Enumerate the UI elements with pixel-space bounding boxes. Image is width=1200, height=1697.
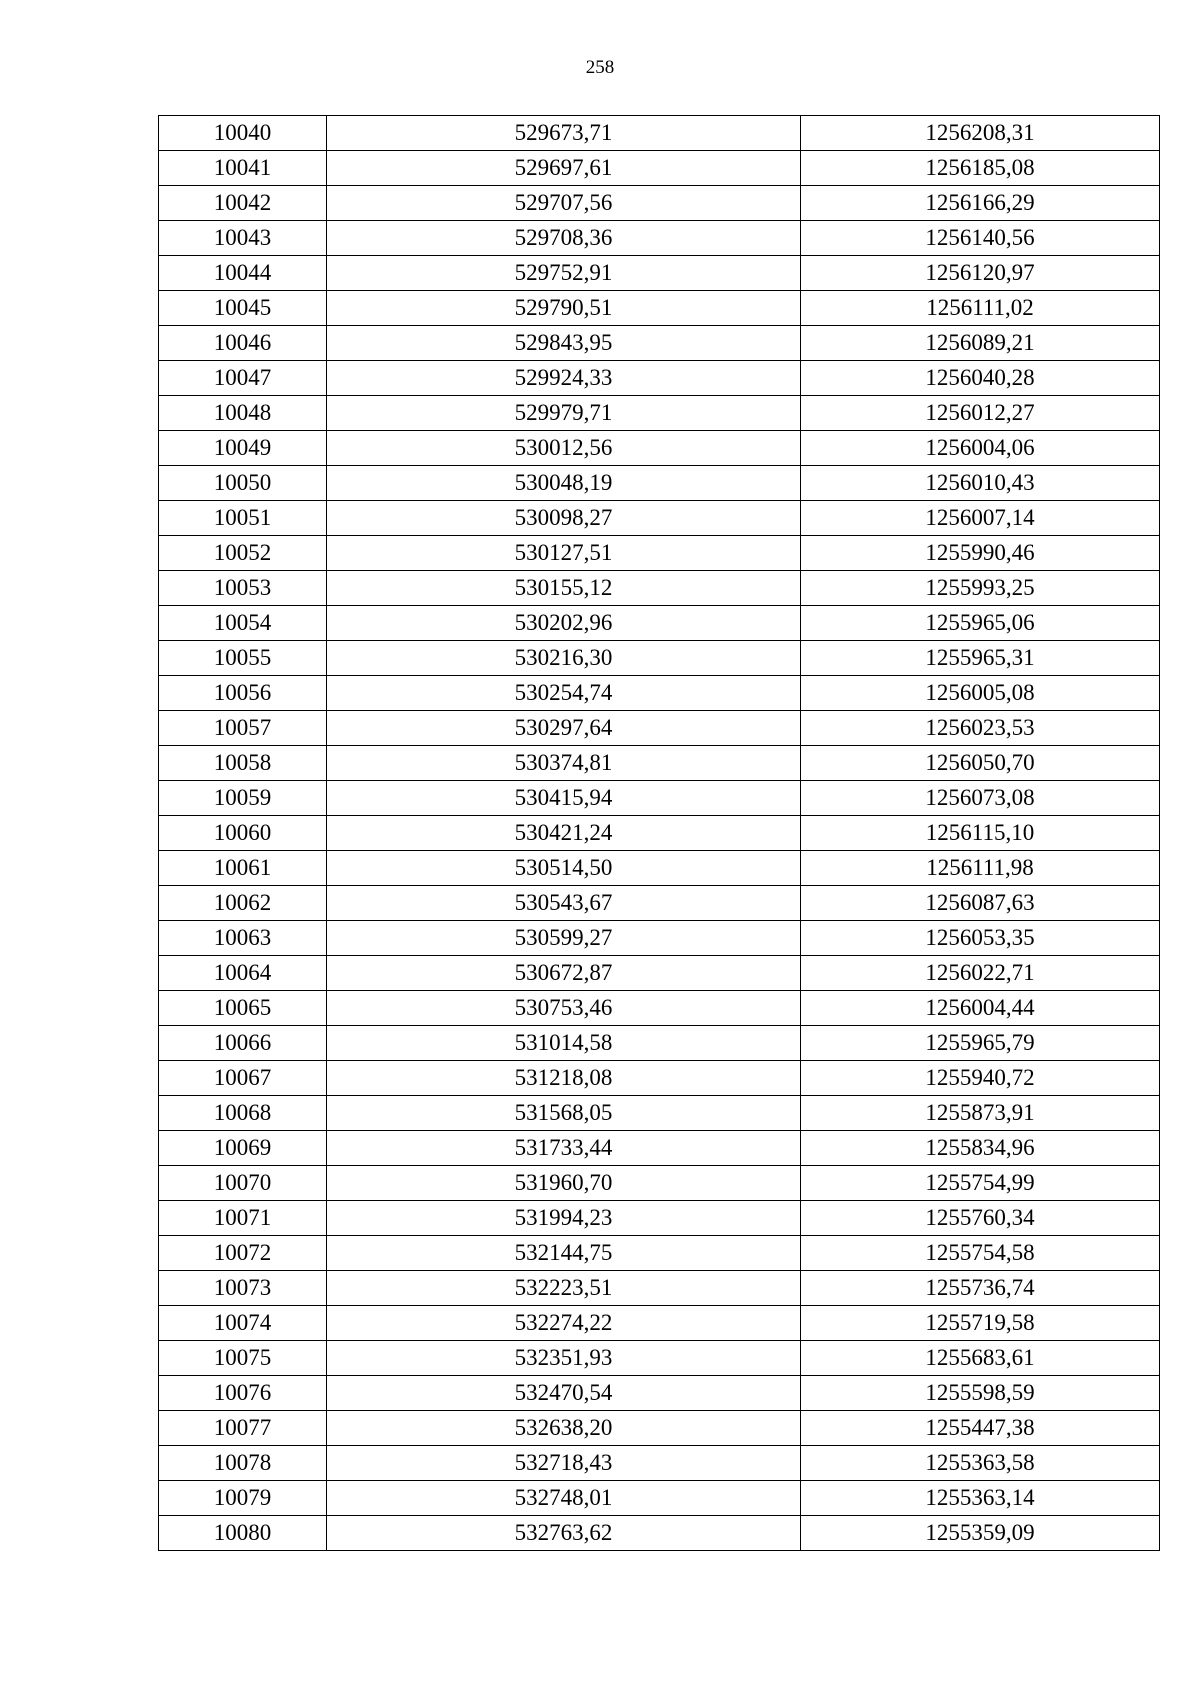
table-row	[159, 536, 1160, 571]
table-row	[159, 1236, 1160, 1271]
y-coordinate-cell: 1255754,58	[801, 1236, 1160, 1271]
point-number-cell: 10065	[159, 991, 327, 1026]
point-number-cell: 10074	[159, 1306, 327, 1341]
y-coordinate-cell: 1255760,34	[801, 1201, 1160, 1236]
y-coordinate-cell: 1256073,08	[801, 781, 1160, 816]
x-coordinate-cell: 531994,23	[327, 1201, 801, 1236]
x-coordinate-cell: 532351,93	[327, 1341, 801, 1376]
y-coordinate-cell: 1255359,09	[801, 1516, 1160, 1551]
y-coordinate-cell: 1256023,53	[801, 711, 1160, 746]
table-row	[159, 641, 1160, 676]
y-coordinate-cell: 1255965,31	[801, 641, 1160, 676]
table-row	[159, 221, 1160, 256]
point-number-cell: 10041	[159, 151, 327, 186]
x-coordinate-cell: 529843,95	[327, 326, 801, 361]
y-coordinate-cell: 1255940,72	[801, 1061, 1160, 1096]
y-coordinate-cell: 1256208,31	[801, 116, 1160, 151]
x-coordinate-cell: 532144,75	[327, 1236, 801, 1271]
x-coordinate-cell: 530514,50	[327, 851, 801, 886]
table-row	[159, 116, 1160, 151]
y-coordinate-cell: 1256050,70	[801, 746, 1160, 781]
point-number-cell: 10047	[159, 361, 327, 396]
point-number-cell: 10079	[159, 1481, 327, 1516]
y-coordinate-cell: 1256111,02	[801, 291, 1160, 326]
point-number-cell: 10044	[159, 256, 327, 291]
y-coordinate-cell: 1255719,58	[801, 1306, 1160, 1341]
table-row	[159, 501, 1160, 536]
x-coordinate-cell: 530672,87	[327, 956, 801, 991]
point-number-cell: 10043	[159, 221, 327, 256]
point-number-cell: 10073	[159, 1271, 327, 1306]
x-coordinate-cell: 532470,54	[327, 1376, 801, 1411]
point-number-cell: 10046	[159, 326, 327, 361]
table-row	[159, 1271, 1160, 1306]
x-coordinate-cell: 530374,81	[327, 746, 801, 781]
x-coordinate-cell: 529979,71	[327, 396, 801, 431]
table-row	[159, 1446, 1160, 1481]
point-number-cell: 10059	[159, 781, 327, 816]
x-coordinate-cell: 531014,58	[327, 1026, 801, 1061]
x-coordinate-cell: 531733,44	[327, 1131, 801, 1166]
table-row	[159, 676, 1160, 711]
point-number-cell: 10080	[159, 1516, 327, 1551]
y-coordinate-cell: 1255754,99	[801, 1166, 1160, 1201]
point-number-cell: 10050	[159, 466, 327, 501]
point-number-cell: 10076	[159, 1376, 327, 1411]
x-coordinate-cell: 530254,74	[327, 676, 801, 711]
point-number-cell: 10063	[159, 921, 327, 956]
x-coordinate-cell: 532748,01	[327, 1481, 801, 1516]
y-coordinate-cell: 1256111,98	[801, 851, 1160, 886]
table-row	[159, 606, 1160, 641]
point-number-cell: 10068	[159, 1096, 327, 1131]
table-row	[159, 1516, 1160, 1551]
table-row	[159, 361, 1160, 396]
y-coordinate-cell: 1255363,14	[801, 1481, 1160, 1516]
table-row	[159, 956, 1160, 991]
y-coordinate-cell: 1255993,25	[801, 571, 1160, 606]
y-coordinate-cell: 1256087,63	[801, 886, 1160, 921]
x-coordinate-cell: 530127,51	[327, 536, 801, 571]
y-coordinate-cell: 1256185,08	[801, 151, 1160, 186]
x-coordinate-cell: 530415,94	[327, 781, 801, 816]
y-coordinate-cell: 1256012,27	[801, 396, 1160, 431]
table-row	[159, 921, 1160, 956]
x-coordinate-cell: 531218,08	[327, 1061, 801, 1096]
x-coordinate-cell: 530048,19	[327, 466, 801, 501]
y-coordinate-cell: 1256120,97	[801, 256, 1160, 291]
table-row	[159, 711, 1160, 746]
y-coordinate-cell: 1256004,44	[801, 991, 1160, 1026]
y-coordinate-cell: 1255683,61	[801, 1341, 1160, 1376]
point-number-cell: 10058	[159, 746, 327, 781]
x-coordinate-cell: 530216,30	[327, 641, 801, 676]
table-row	[159, 1166, 1160, 1201]
y-coordinate-cell: 1255363,58	[801, 1446, 1160, 1481]
y-coordinate-cell: 1256089,21	[801, 326, 1160, 361]
x-coordinate-cell: 530155,12	[327, 571, 801, 606]
point-number-cell: 10078	[159, 1446, 327, 1481]
x-coordinate-cell: 530543,67	[327, 886, 801, 921]
x-coordinate-cell: 532763,62	[327, 1516, 801, 1551]
point-number-cell: 10075	[159, 1341, 327, 1376]
table-row	[159, 816, 1160, 851]
x-coordinate-cell: 530098,27	[327, 501, 801, 536]
table-row	[159, 1411, 1160, 1446]
x-coordinate-cell: 532638,20	[327, 1411, 801, 1446]
table-row	[159, 1131, 1160, 1166]
table-row	[159, 1201, 1160, 1236]
y-coordinate-cell: 1255873,91	[801, 1096, 1160, 1131]
y-coordinate-cell: 1255965,06	[801, 606, 1160, 641]
point-number-cell: 10069	[159, 1131, 327, 1166]
point-number-cell: 10053	[159, 571, 327, 606]
x-coordinate-cell: 530012,56	[327, 431, 801, 466]
x-coordinate-cell: 529707,56	[327, 186, 801, 221]
y-coordinate-cell: 1255990,46	[801, 536, 1160, 571]
x-coordinate-cell: 529708,36	[327, 221, 801, 256]
y-coordinate-cell: 1255834,96	[801, 1131, 1160, 1166]
x-coordinate-cell: 529790,51	[327, 291, 801, 326]
table-row	[159, 991, 1160, 1026]
table-row	[159, 571, 1160, 606]
table-row	[159, 396, 1160, 431]
x-coordinate-cell: 529673,71	[327, 116, 801, 151]
point-number-cell: 10042	[159, 186, 327, 221]
table-row	[159, 291, 1160, 326]
point-number-cell: 10056	[159, 676, 327, 711]
point-number-cell: 10062	[159, 886, 327, 921]
table-row	[159, 886, 1160, 921]
table-row	[159, 1341, 1160, 1376]
y-coordinate-cell: 1256010,43	[801, 466, 1160, 501]
y-coordinate-cell: 1256007,14	[801, 501, 1160, 536]
point-number-cell: 10072	[159, 1236, 327, 1271]
y-coordinate-cell: 1255736,74	[801, 1271, 1160, 1306]
table-row	[159, 1026, 1160, 1061]
y-coordinate-cell: 1255447,38	[801, 1411, 1160, 1446]
table-row	[159, 781, 1160, 816]
table-row	[159, 1481, 1160, 1516]
coordinates-table-body	[159, 116, 1160, 1551]
table-row	[159, 431, 1160, 466]
table-row	[159, 851, 1160, 886]
x-coordinate-cell: 530202,96	[327, 606, 801, 641]
y-coordinate-cell: 1256022,71	[801, 956, 1160, 991]
point-number-cell: 10048	[159, 396, 327, 431]
x-coordinate-cell: 531960,70	[327, 1166, 801, 1201]
y-coordinate-cell: 1256115,10	[801, 816, 1160, 851]
table-row	[159, 1061, 1160, 1096]
point-number-cell: 10070	[159, 1166, 327, 1201]
point-number-cell: 10071	[159, 1201, 327, 1236]
point-number-cell: 10049	[159, 431, 327, 466]
x-coordinate-cell: 530421,24	[327, 816, 801, 851]
table-row	[159, 1376, 1160, 1411]
y-coordinate-cell: 1256140,56	[801, 221, 1160, 256]
point-number-cell: 10057	[159, 711, 327, 746]
point-number-cell: 10064	[159, 956, 327, 991]
y-coordinate-cell: 1255965,79	[801, 1026, 1160, 1061]
x-coordinate-cell: 530297,64	[327, 711, 801, 746]
point-number-cell: 10061	[159, 851, 327, 886]
point-number-cell: 10045	[159, 291, 327, 326]
y-coordinate-cell: 1256053,35	[801, 921, 1160, 956]
table-row	[159, 256, 1160, 291]
y-coordinate-cell: 1256004,06	[801, 431, 1160, 466]
table-row	[159, 186, 1160, 221]
x-coordinate-cell: 531568,05	[327, 1096, 801, 1131]
x-coordinate-cell: 530599,27	[327, 921, 801, 956]
table-row	[159, 466, 1160, 501]
point-number-cell: 10051	[159, 501, 327, 536]
point-number-cell: 10067	[159, 1061, 327, 1096]
y-coordinate-cell: 1256166,29	[801, 186, 1160, 221]
point-number-cell: 10040	[159, 116, 327, 151]
x-coordinate-cell: 532274,22	[327, 1306, 801, 1341]
point-number-cell: 10060	[159, 816, 327, 851]
table-row	[159, 746, 1160, 781]
point-number-cell: 10077	[159, 1411, 327, 1446]
x-coordinate-cell: 529697,61	[327, 151, 801, 186]
point-number-cell: 10052	[159, 536, 327, 571]
point-number-cell: 10066	[159, 1026, 327, 1061]
table-row	[159, 1306, 1160, 1341]
point-number-cell: 10055	[159, 641, 327, 676]
x-coordinate-cell: 529752,91	[327, 256, 801, 291]
coordinates-table	[158, 115, 1160, 1551]
x-coordinate-cell: 530753,46	[327, 991, 801, 1026]
page-number: 258	[585, 57, 615, 78]
table-row	[159, 1096, 1160, 1131]
table-row	[159, 151, 1160, 186]
table-row	[159, 326, 1160, 361]
y-coordinate-cell: 1255598,59	[801, 1376, 1160, 1411]
x-coordinate-cell: 532223,51	[327, 1271, 801, 1306]
y-coordinate-cell: 1256005,08	[801, 676, 1160, 711]
x-coordinate-cell: 529924,33	[327, 361, 801, 396]
point-number-cell: 10054	[159, 606, 327, 641]
x-coordinate-cell: 532718,43	[327, 1446, 801, 1481]
y-coordinate-cell: 1256040,28	[801, 361, 1160, 396]
